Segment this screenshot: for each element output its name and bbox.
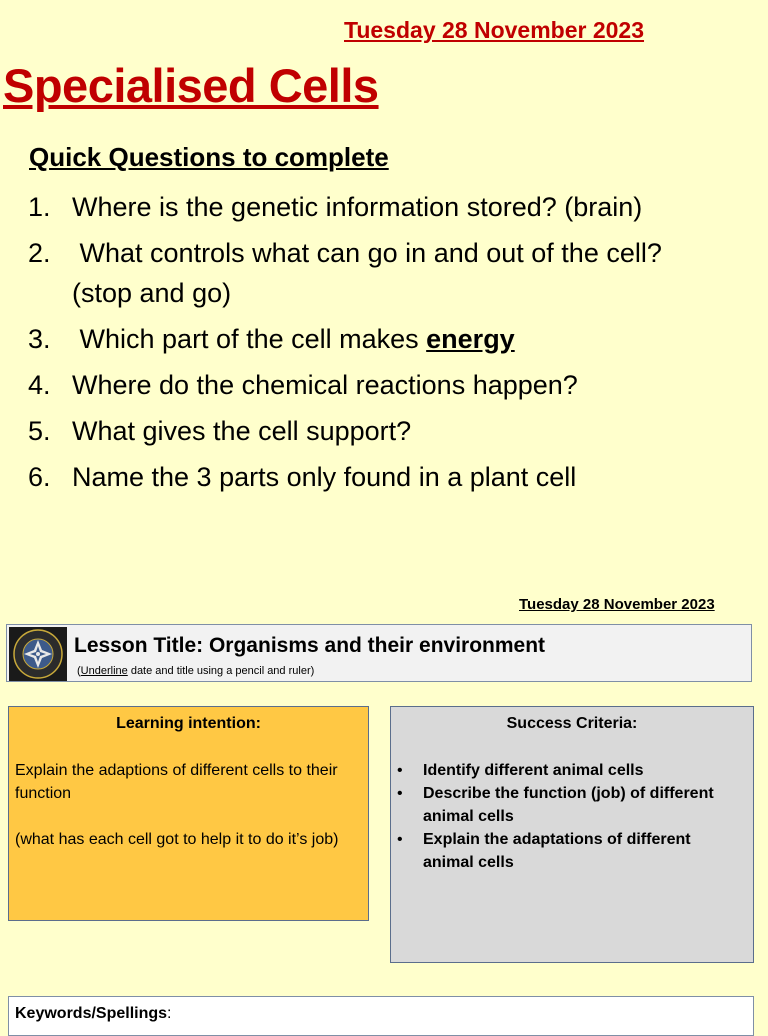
success-criteria-text: Identify different animal cells: [423, 762, 644, 779]
question-number: 3.: [28, 324, 51, 354]
quick-questions-heading: Quick Questions to complete: [29, 142, 389, 172]
success-criteria-item: [397, 828, 742, 874]
keywords-box: [8, 996, 754, 1036]
question-number: 6.: [28, 462, 51, 492]
keywords-label: Keywords/Spellings:: [15, 1005, 172, 1022]
success-criteria-heading: Success Criteria:: [506, 715, 638, 732]
question-item: [28, 319, 718, 359]
bullet-icon: •: [397, 762, 403, 779]
success-criteria-text: Describe the function (job) of different animal cells: [423, 785, 714, 825]
lesson-title-note: (Underline date and title using a pencil and ruler): [77, 665, 315, 677]
question-text: What gives the cell support?: [72, 416, 412, 446]
learning-intention-text: Explain the adaptions of different cells to their function: [15, 762, 338, 802]
learning-intention-note: (what has each cell got to help it to do it’s job): [15, 831, 339, 848]
question-item: [28, 365, 718, 405]
question-item: [28, 457, 718, 497]
question-text: What controls what can go in and out of the cell? (stop and go): [72, 238, 670, 308]
bullet-icon: •: [397, 831, 403, 848]
question-keyword: energy: [426, 324, 515, 354]
bullet-icon: •: [397, 785, 403, 802]
question-number: 4.: [28, 370, 51, 400]
worksheet-date: Tuesday 28 November 2023: [519, 596, 715, 613]
question-number: 5.: [28, 416, 51, 446]
lesson-title: Lesson Title: Organisms and their environment: [74, 634, 546, 657]
question-item: [28, 233, 718, 313]
learning-intention-heading: Learning intention:: [116, 715, 261, 732]
question-number: 2.: [28, 238, 51, 268]
lesson-title-bar: [6, 624, 752, 682]
learning-intention-box: [8, 706, 369, 921]
page-title: Specialised Cells: [3, 59, 379, 112]
success-criteria-item: [397, 782, 742, 828]
success-criteria-item: [397, 759, 742, 782]
question-text: Which part of the cell makes: [72, 324, 427, 354]
question-number: 1.: [28, 192, 51, 222]
question-item: [28, 187, 718, 227]
success-criteria-list: [397, 759, 742, 874]
question-item: [28, 411, 718, 451]
quick-questions-list: [28, 187, 718, 503]
success-criteria-box: [390, 706, 754, 963]
question-text: Where do the chemical reactions happen?: [72, 370, 578, 400]
question-text: Name the 3 parts only found in a plant cell: [72, 462, 577, 492]
question-text: Where is the genetic information stored? (brain): [72, 192, 643, 222]
slide-date: Tuesday 28 November 2023: [344, 17, 645, 43]
school-logo-icon: [9, 627, 67, 681]
school-logo-graphic: [9, 627, 67, 681]
success-criteria-text: Explain the adaptations of different animal cells: [423, 831, 691, 871]
